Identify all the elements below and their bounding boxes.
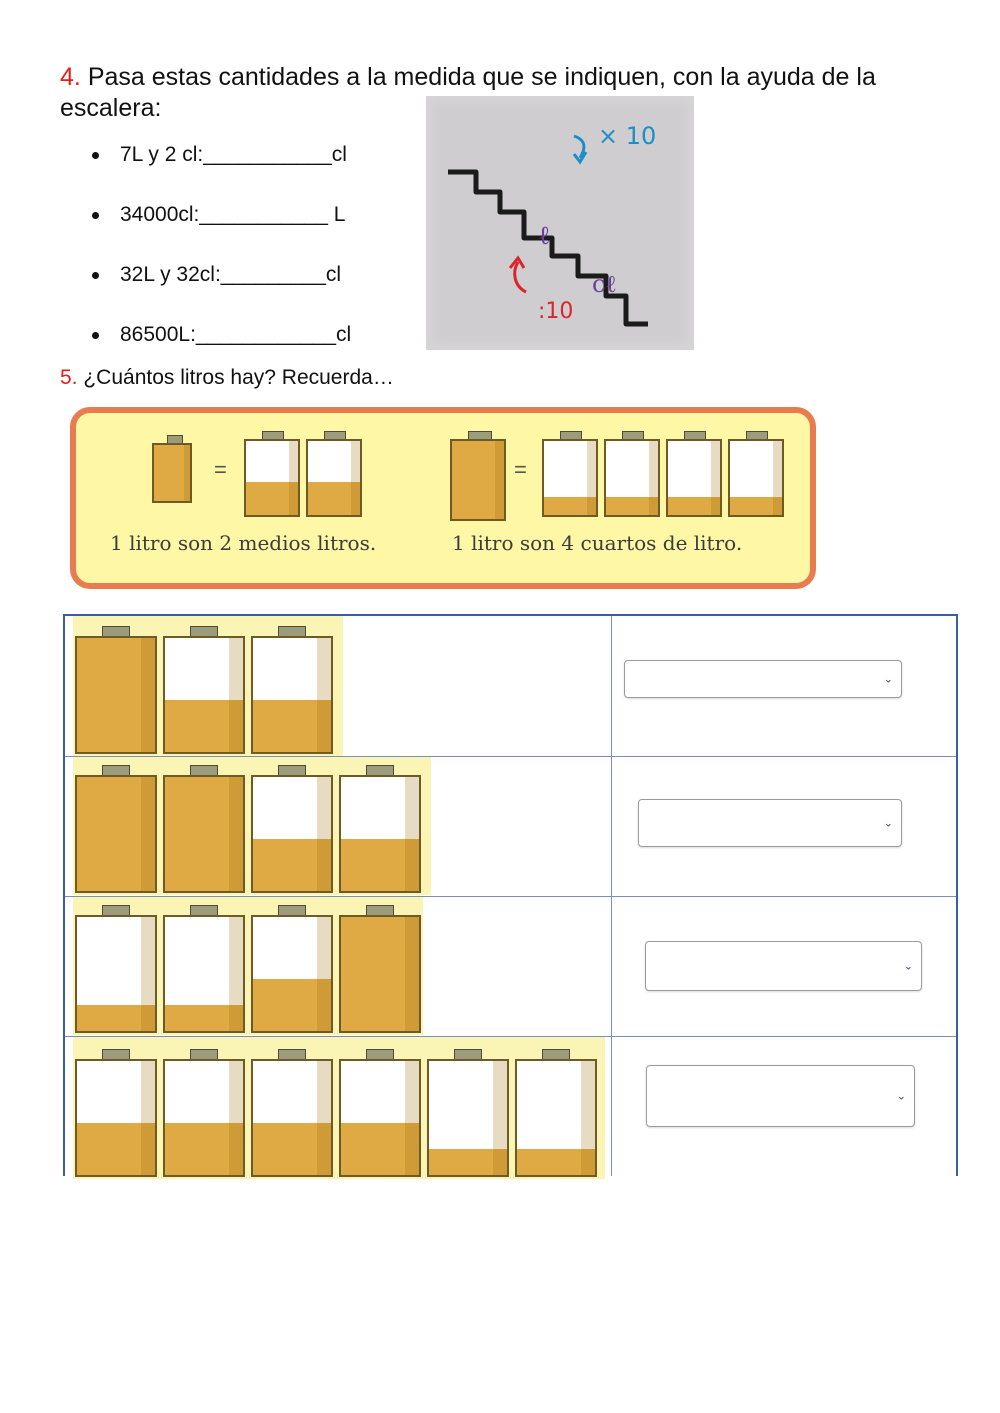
divide-label: :10	[538, 299, 574, 324]
liter-label: ℓ	[538, 221, 551, 251]
quarter-bottle	[427, 1059, 509, 1177]
full-bottle	[163, 775, 245, 893]
chevron-down-icon: ⌄	[896, 1090, 906, 1103]
quarter-bottle	[515, 1059, 597, 1177]
question-5-number: 5.	[60, 366, 78, 389]
half-bottle	[163, 636, 245, 754]
quarter-bottle	[666, 439, 722, 517]
quarter-bottle	[75, 915, 157, 1033]
half-caption: 1 litro son 2 medios litros.	[110, 531, 377, 555]
answer-select-3[interactable]	[645, 941, 922, 991]
quarter-caption: 1 litro son 4 cuartos de litro.	[452, 531, 743, 555]
quarter-bottle	[542, 439, 598, 517]
staircase-photo	[426, 96, 694, 350]
half-bottle	[339, 1059, 421, 1177]
quarter-bottle	[163, 915, 245, 1033]
half-bottle	[163, 1059, 245, 1177]
half-bottle	[306, 439, 362, 517]
question-4-number: 4.	[60, 63, 81, 91]
reminder-box: = 1 litro son 2 medios litros. = 1 litro son 4 cuartos de litro.	[70, 407, 816, 589]
quarter-bottle	[728, 439, 784, 517]
conversion-item: 7L y 2 cl:___________cl	[60, 140, 351, 200]
quarter-bottle	[604, 439, 660, 517]
conversion-item: 34000cl:___________ L	[60, 200, 351, 260]
question-4-text: Pasa estas cantidades a la medida que se indiquen, con la ayuda de la escalera:	[60, 63, 876, 122]
chevron-down-icon: ⌄	[883, 673, 893, 686]
chevron-down-icon: ⌄	[883, 817, 893, 830]
question-5-text: ¿Cuántos litros hay? Recuerda…	[83, 366, 394, 389]
half-bottle	[251, 775, 333, 893]
half-bottle	[244, 439, 300, 517]
answer-select-4[interactable]	[646, 1065, 915, 1127]
half-bottle	[75, 1059, 157, 1177]
conversion-item: 32L y 32cl:_________cl	[60, 260, 351, 320]
table-row	[65, 1036, 956, 1178]
full-bottle	[450, 439, 506, 521]
full-bottle	[152, 443, 192, 503]
full-bottle	[75, 775, 157, 893]
question-5	[60, 366, 394, 390]
answer-select-2[interactable]	[638, 799, 902, 847]
bottle-group	[73, 1037, 605, 1179]
table-row	[65, 896, 956, 1036]
bottle-group	[73, 616, 343, 756]
conversion-item: 86500L:____________cl	[60, 320, 351, 380]
table-row	[65, 756, 956, 896]
answer-select-1[interactable]	[624, 660, 902, 698]
conversion-list	[60, 140, 351, 380]
bottle-group	[73, 757, 431, 895]
table-row	[65, 616, 956, 756]
half-bottle	[251, 1059, 333, 1177]
multiply-label: × 10	[598, 122, 657, 150]
half-bottle	[251, 915, 333, 1033]
chevron-down-icon: ⌄	[903, 960, 913, 973]
full-bottle	[339, 915, 421, 1033]
half-bottle	[339, 775, 421, 893]
answer-table	[63, 614, 958, 1176]
centiliter-label: cℓ	[592, 270, 617, 298]
bottle-group	[73, 897, 423, 1035]
full-bottle	[75, 636, 157, 754]
half-bottle	[251, 636, 333, 754]
